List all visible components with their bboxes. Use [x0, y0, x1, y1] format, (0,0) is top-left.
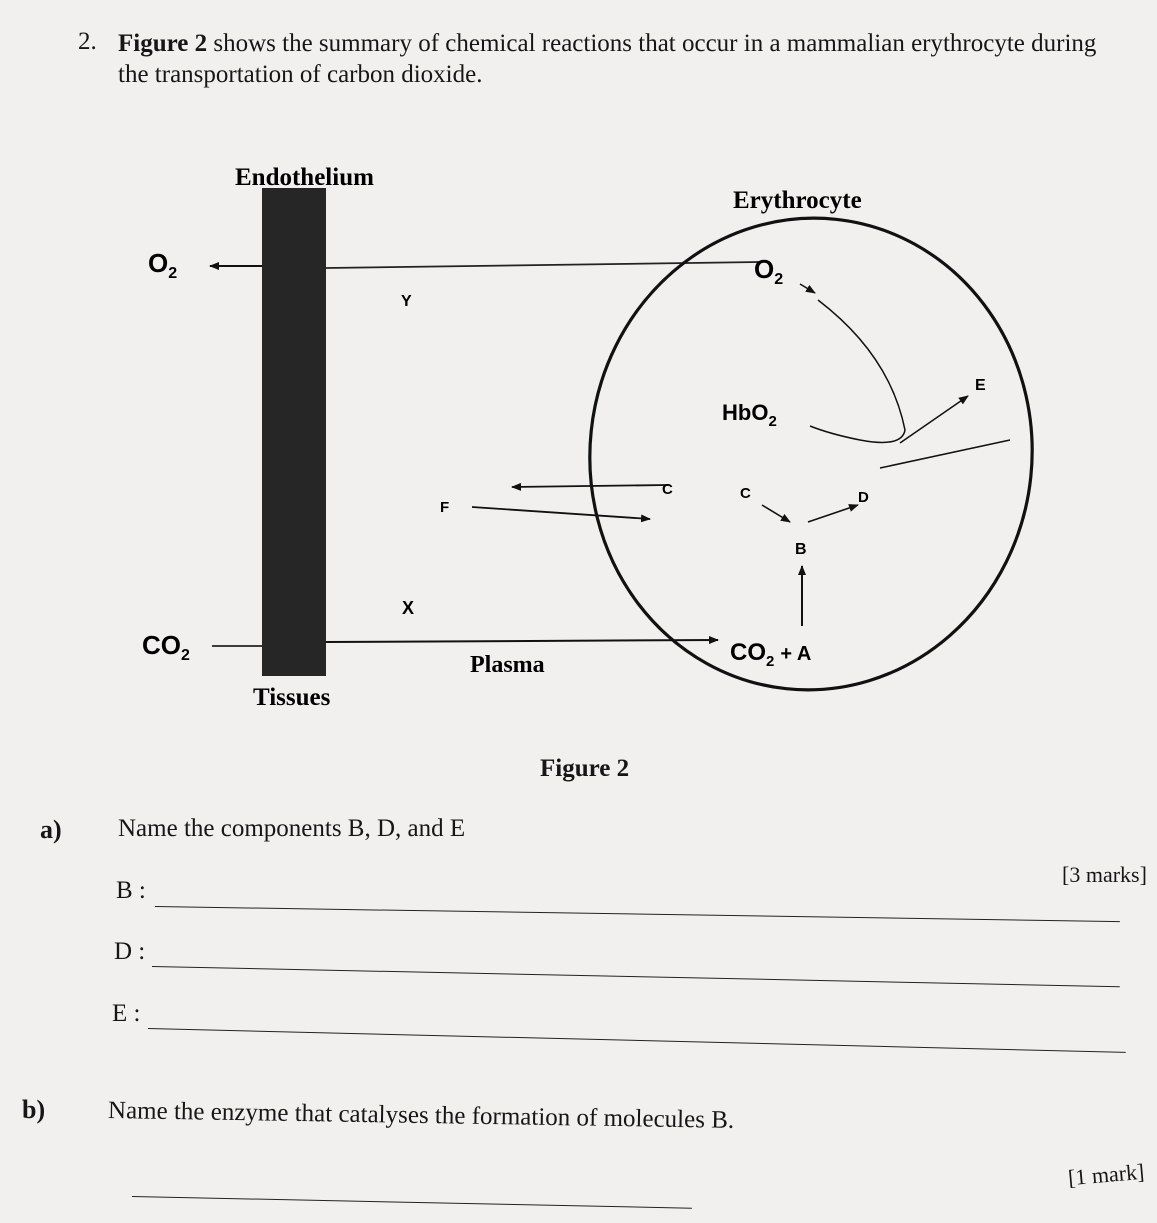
- endothelium-label: Endothelium: [235, 164, 374, 191]
- tissues-label: Tissues: [253, 684, 331, 711]
- part-b-marks: [1 mark]: [1067, 1158, 1146, 1191]
- c-to-b-arrow: [762, 505, 790, 522]
- co2-inner-subscript: 2: [766, 653, 775, 670]
- f-in-arrow: [472, 507, 650, 519]
- label-d: D: [858, 489, 869, 506]
- label-e: E: [975, 377, 986, 394]
- answer-d-line[interactable]: [152, 966, 1120, 987]
- question-number: 2.: [78, 28, 97, 55]
- label-c-inner: C: [740, 485, 751, 502]
- figure-2-diagram: [0, 150, 1157, 750]
- question-intro-text: shows the summary of chemical reactions that occur in a mammalian erythrocyte during the transportation of carbon dioxide.: [118, 30, 1097, 88]
- answer-b-line[interactable]: [155, 906, 1120, 922]
- o2-inner-subscript: 2: [774, 271, 784, 288]
- hbo2-text: HbO: [722, 400, 769, 425]
- label-b: B: [795, 541, 807, 558]
- e-arrow: [900, 396, 968, 443]
- label-f: F: [440, 499, 450, 516]
- answer-b-label: B :: [116, 877, 146, 904]
- o2-inner-label: [754, 254, 783, 288]
- hbo2-label: [722, 400, 777, 430]
- question-intro: [118, 28, 1118, 90]
- o2-left-label: [148, 248, 177, 282]
- co2-uptake-arrow: [326, 640, 718, 642]
- d-to-e-line: [880, 440, 1010, 468]
- part-b-question: Name the enzyme that catalyses the formation of molecules B.: [107, 1097, 735, 1134]
- o2-inner-arrow: [800, 284, 815, 293]
- part-a-marks: [3 marks]: [1062, 862, 1147, 887]
- label-c-outer: C: [662, 481, 673, 498]
- erythrocyte-cell: [567, 196, 1056, 712]
- figure-reference: Figure 2: [118, 30, 208, 57]
- co2-inner-text: CO: [730, 639, 766, 666]
- figure-caption: Figure 2: [540, 755, 630, 782]
- co2-inner-label: [730, 639, 811, 670]
- part-b-label: b): [22, 1095, 46, 1124]
- answer-part-b-line[interactable]: [132, 1196, 692, 1209]
- label-x: X: [402, 598, 415, 618]
- o2-dissociation-curve: [810, 300, 905, 442]
- o2-left-subscript: 2: [168, 265, 178, 282]
- label-y: Y: [401, 293, 412, 310]
- answer-e-label: E :: [112, 1000, 141, 1027]
- co2-left-label: [142, 630, 190, 664]
- o2-inner-text: O: [754, 254, 775, 284]
- o2-left-text: O: [148, 248, 169, 278]
- co2-left-text: CO: [142, 630, 181, 660]
- answer-e-line[interactable]: [148, 1028, 1126, 1053]
- b-to-d-arrow: [808, 505, 858, 522]
- plus-a-text: + A: [780, 643, 812, 665]
- hbo2-subscript: 2: [768, 413, 777, 430]
- erythrocyte-label: Erythrocyte: [733, 187, 862, 214]
- plasma-label: Plasma: [470, 652, 545, 678]
- top-connector-line: [326, 262, 760, 268]
- part-a-question: Name the components B, D, and E: [118, 815, 466, 842]
- answer-d-label: D :: [114, 938, 146, 965]
- endothelium-bar: [262, 188, 326, 676]
- part-a-label: a): [40, 815, 62, 844]
- co2-left-subscript: 2: [181, 647, 190, 664]
